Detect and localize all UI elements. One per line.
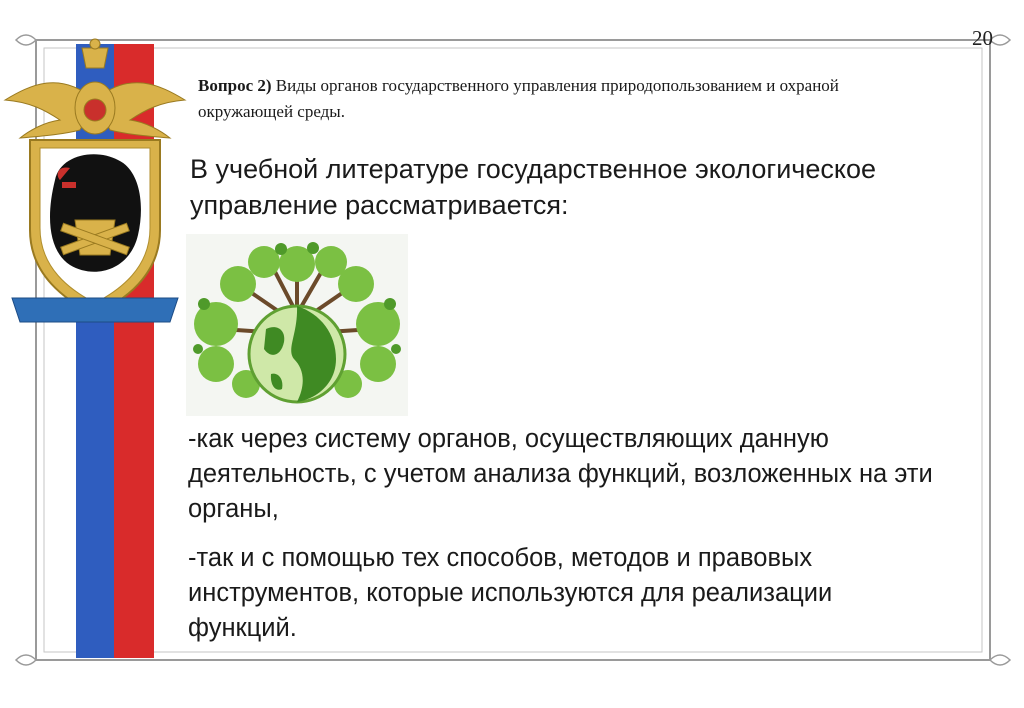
question-label: Вопрос 2) (198, 76, 272, 95)
emblem-icon (0, 30, 190, 330)
question-text: Виды органов государственного управления природопользованием и охраной окружающей среды. (198, 76, 839, 121)
intro-text: В учебной литературе государственное экологическое управление рассматривается: (190, 154, 877, 220)
question-heading (198, 73, 938, 125)
eco-tree-globe-icon (186, 234, 408, 416)
bullet-item-2: -так и с помощью тех способов, методов и правовых инструментов, которые используются для реализации функций. (188, 544, 833, 642)
page-number: 20 (972, 26, 993, 50)
bullet-item-1: -как через систему органов, осуществляющих данную деятельность, с учетом анализа функций, возложенных на эти органы, (188, 425, 933, 523)
